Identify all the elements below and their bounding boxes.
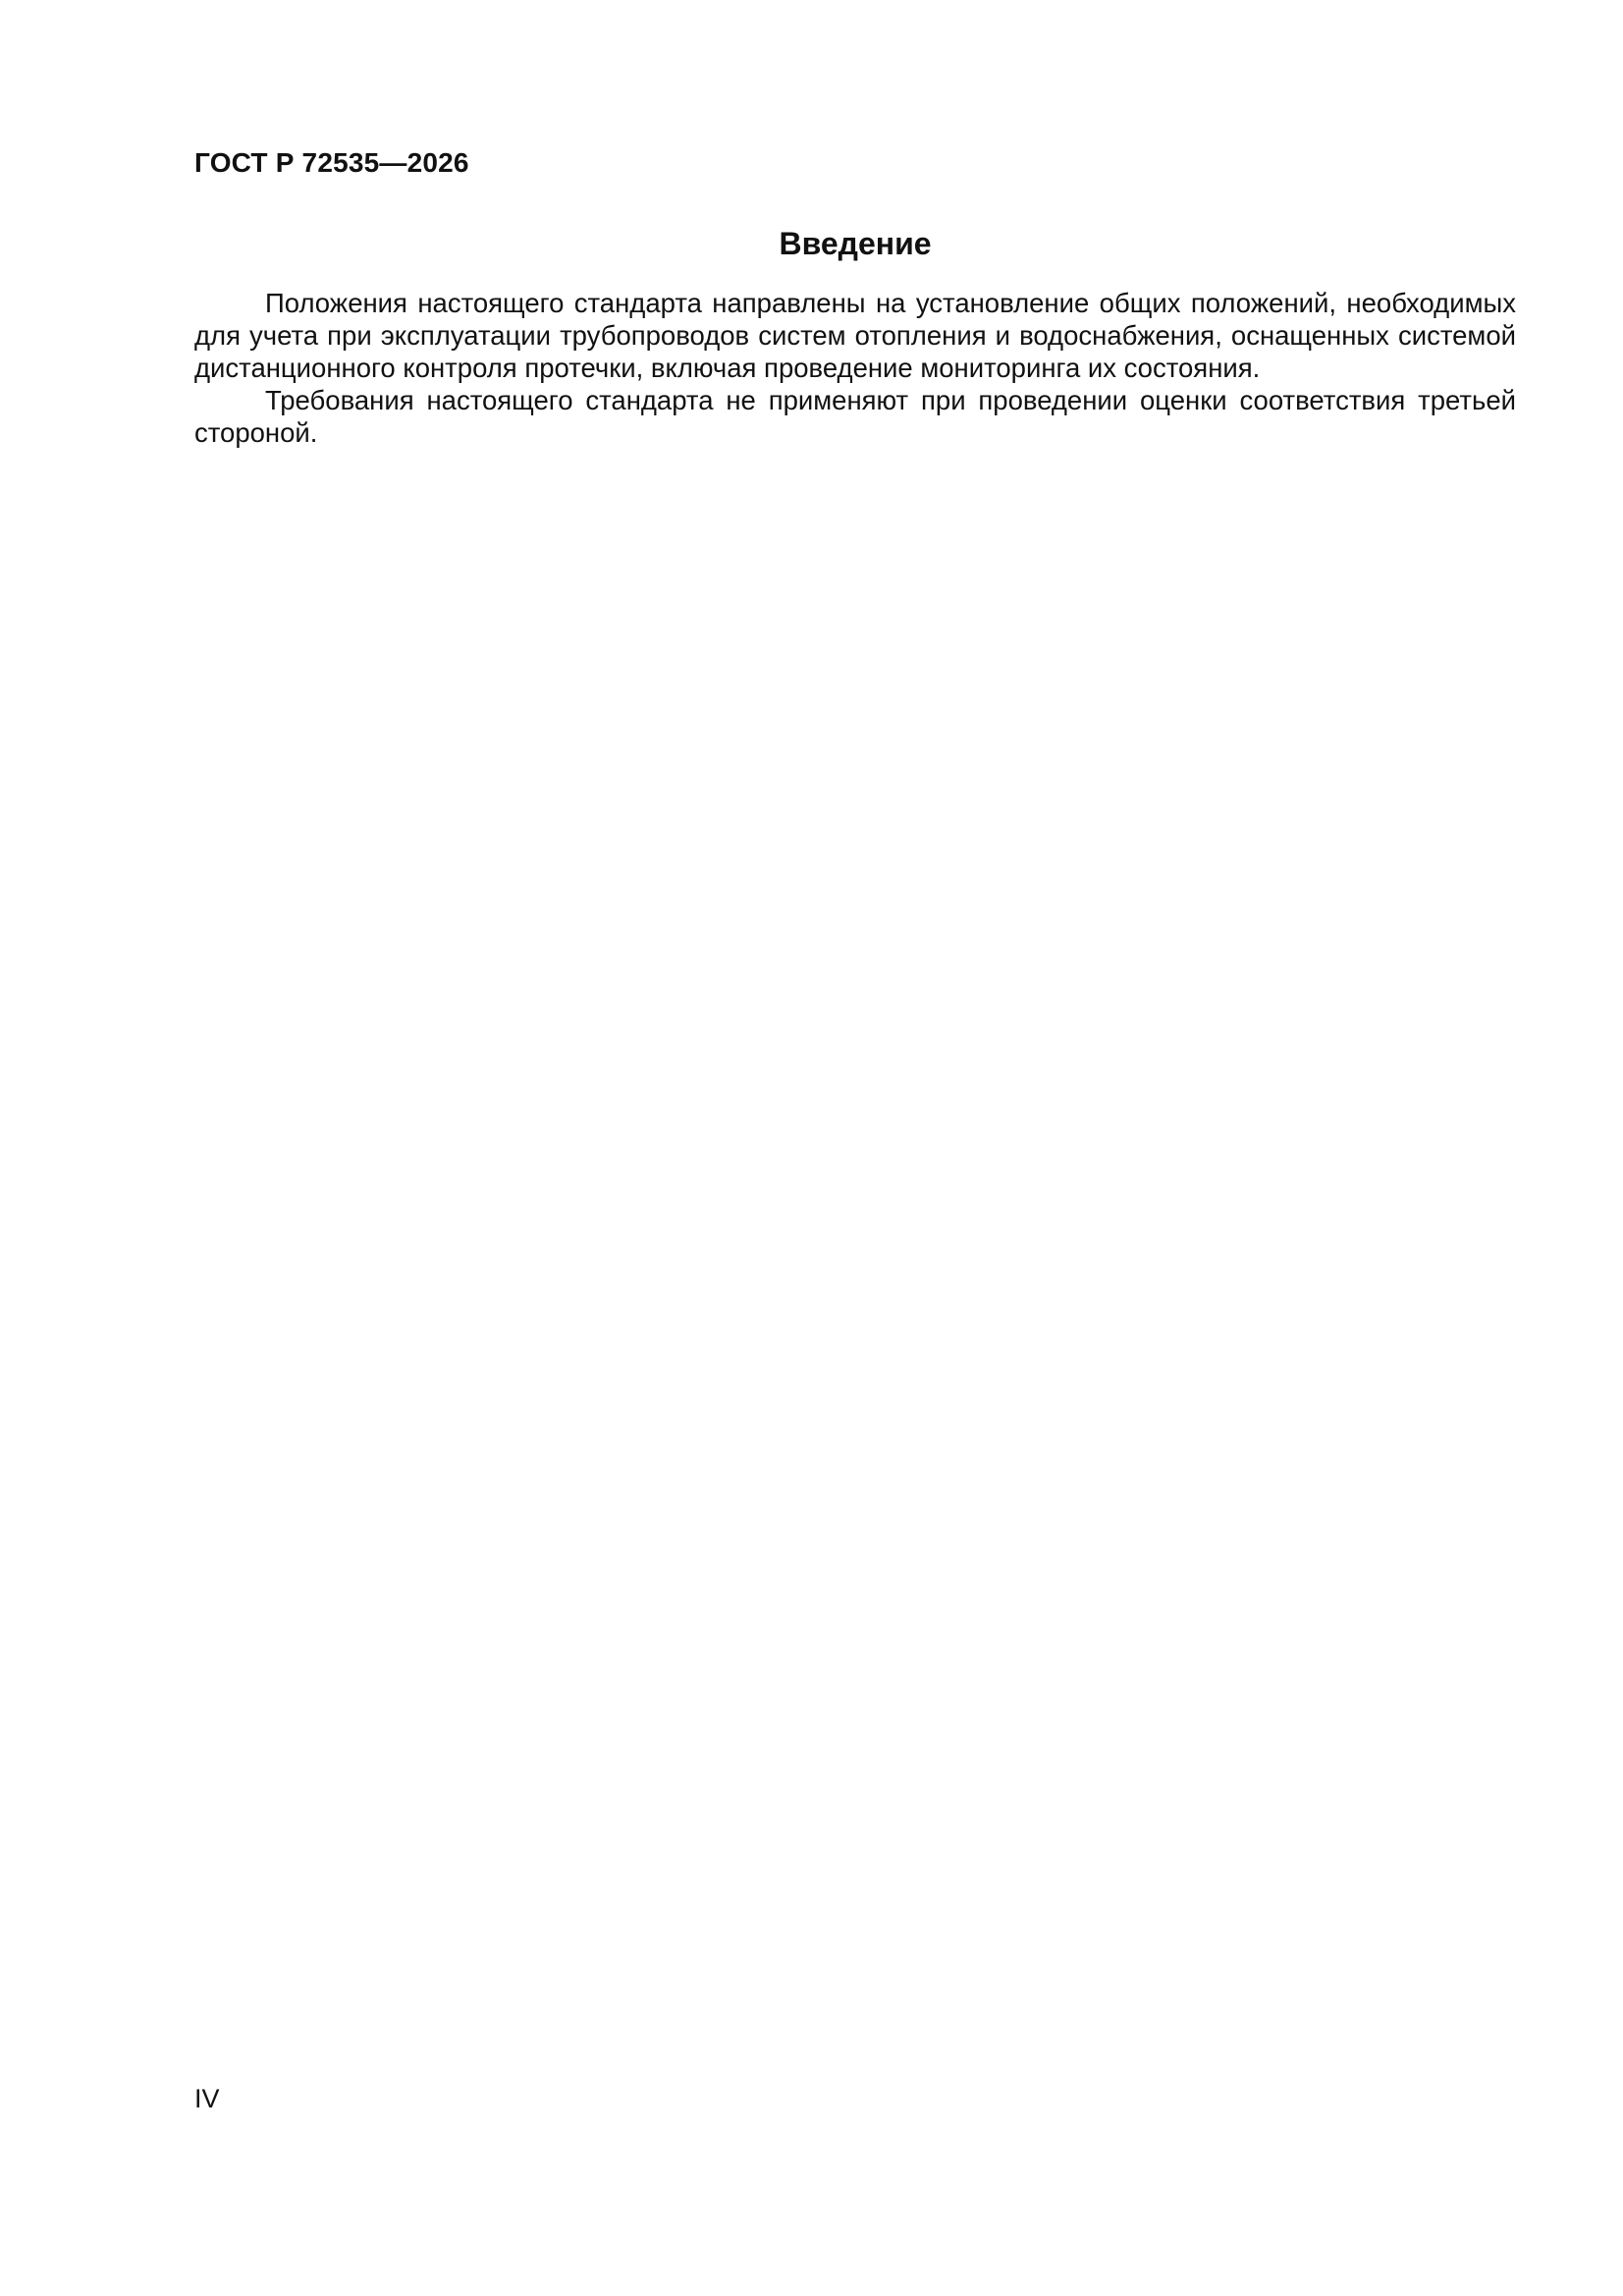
section-title: Введение [779, 226, 932, 261]
standard-designation: ГОСТ Р 72535—2026 [194, 147, 469, 178]
page-number: IV [194, 2084, 220, 2113]
paragraph-2: Требования настоящего стандарта не применяют при проведении оценки соответствия третьей стороной. [194, 385, 1516, 448]
introduction-body [194, 287, 1516, 449]
paragraph-1: Положения настоящего стандарта направлены на установление общих положений, необходимых для учета при эксплуатации трубопроводов систем отопления и водоснабжения, оснащенных системой дистанционного контроля протечки, включая проведение мониторинга их состояния. [194, 288, 1516, 383]
